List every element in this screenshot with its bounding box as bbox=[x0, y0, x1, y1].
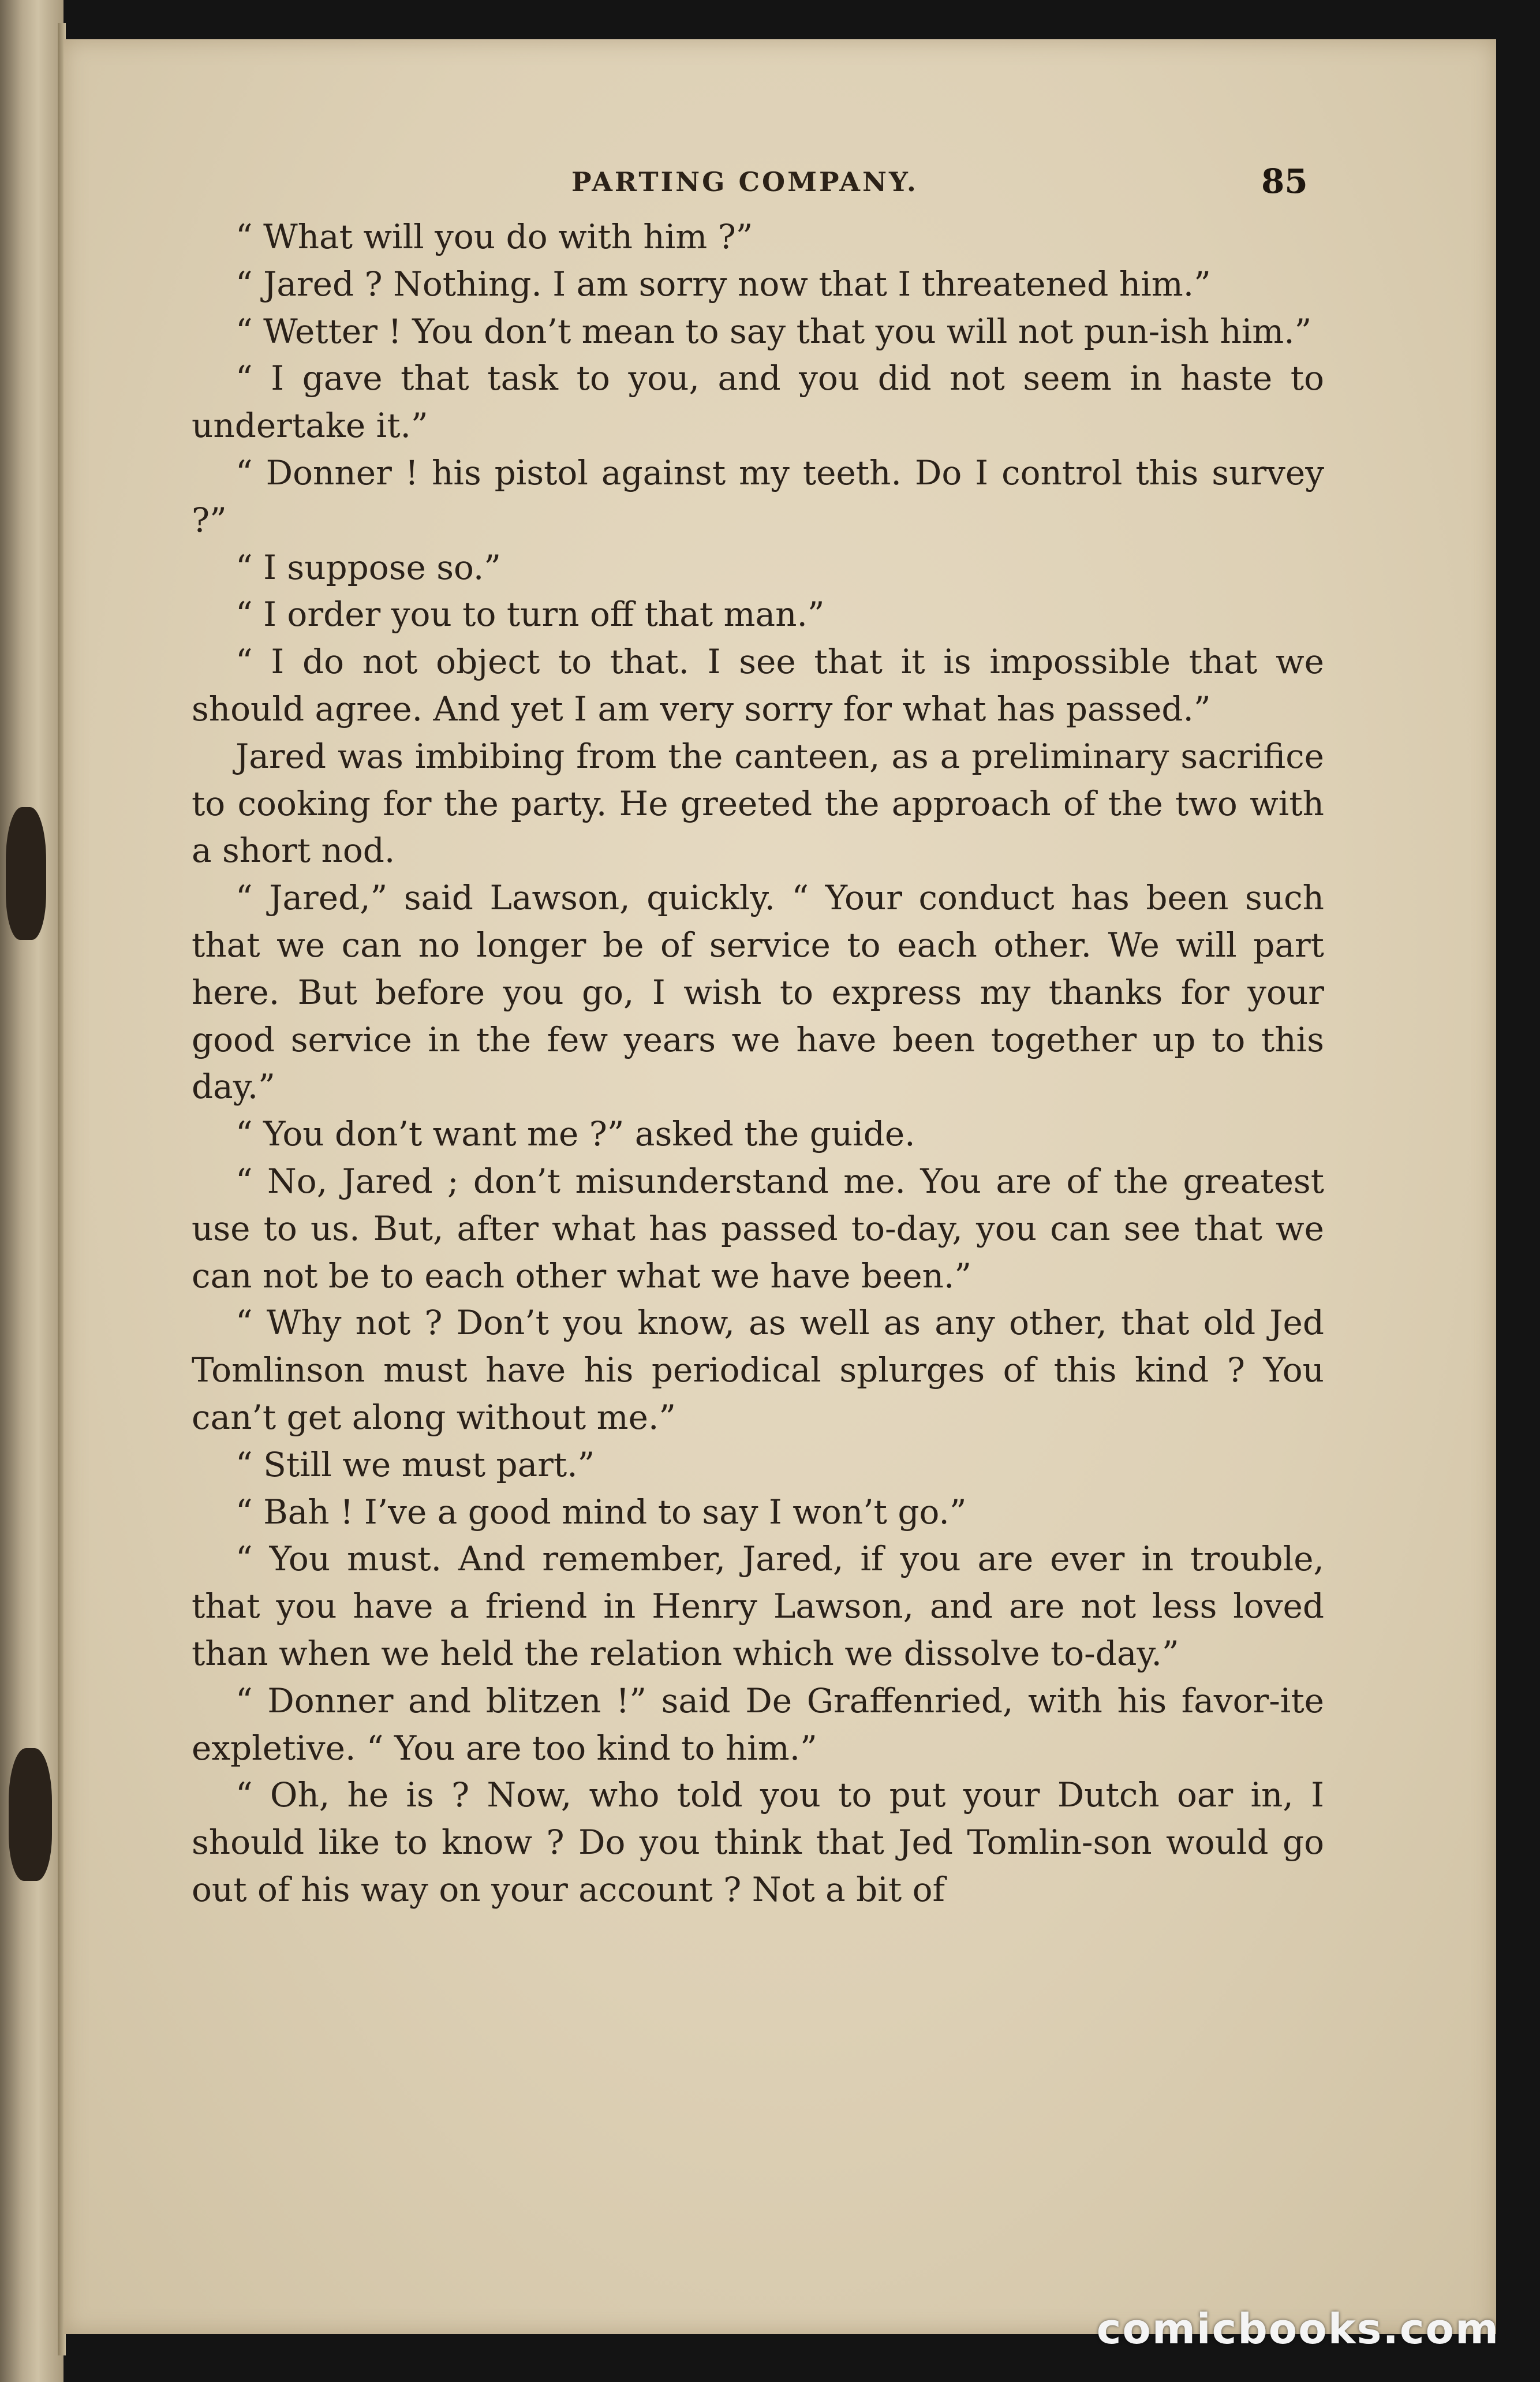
paragraph: “ Why not ? Don’t you know, as well as any other, that old Jed Tomlinson must have his periodical splurges of this kind ? You can’t get along without me.” bbox=[192, 1303, 1324, 1437]
paragraph: “ I order you to turn off that man.” bbox=[236, 595, 825, 634]
paragraph: “ I gave that task to you, and you did not seem in haste to undertake it.” bbox=[192, 359, 1324, 446]
paragraph: “ I suppose so.” bbox=[236, 547, 502, 587]
paragraph: “ Bah ! I’ve a good mind to say I won’t go.” bbox=[236, 1492, 967, 1532]
paragraph: “ Still we must part.” bbox=[236, 1444, 595, 1484]
paragraph: Jared was imbibing from the canteen, as a preliminary sacrifice to cooking for the party. He greeted the approach of the two with a short nod. bbox=[192, 736, 1324, 871]
book-page bbox=[63, 39, 1496, 2334]
paragraph: “ You must. And remember, Jared, if you are ever in trouble, that you have a friend in Henry Lawson, and are not less loved than when we held the relation which we dissolve to-day.” bbox=[192, 1539, 1324, 1673]
paragraph: “ Donner ! his pistol against my teeth. Do I control this survey ?” bbox=[192, 453, 1324, 540]
running-head: PARTING COMPANY. bbox=[571, 166, 918, 197]
paragraph: “ No, Jared ; don’t misunderstand me. You are of the greatest use to us. But, after what has passed to-day, you can see that we can not be to each other what we have been.” bbox=[192, 1161, 1324, 1295]
paragraph: “ You don’t want me ?” asked the guide. bbox=[236, 1114, 915, 1154]
paragraph: “ Jared ? Nothing. I am sorry now that I threatened him.” bbox=[236, 264, 1211, 304]
paragraph: “ What will you do with him ?” bbox=[236, 217, 753, 256]
paragraph: “ Wetter ! You don’t mean to say that you will not pun-ish him.” bbox=[236, 311, 1312, 351]
paragraph: “ Donner and blitzen !” said De Graffenried, with his favor-ite expletive. “ You are too kind to him.” bbox=[192, 1681, 1324, 1768]
page-number: 85 bbox=[1261, 162, 1308, 201]
binding-stitch-bottom bbox=[9, 1748, 52, 1881]
body-text bbox=[192, 214, 1324, 1914]
watermark-logo: comicbooks.com bbox=[1096, 2305, 1500, 2353]
page-header bbox=[63, 132, 1496, 201]
paragraph: “ Jared,” said Lawson, quickly. “ Your conduct has been such that we can no longer be of service to each other. We will part here. But before you go, I wish to express my thanks for your good service in the few years we have been together up to this day.” bbox=[192, 878, 1324, 1107]
book-spine bbox=[0, 0, 63, 2382]
binding-stitch-top bbox=[6, 807, 46, 940]
paragraph: “ I do not object to that. I see that it is impossible that we should agree. And yet I am very sorry for what has passed.” bbox=[192, 642, 1324, 729]
paragraph: “ Oh, he is ? Now, who told you to put your Dutch oar in, I should like to know ? Do you think that Jed Tomlin-son would go out of his way on your account ? Not a bit of bbox=[192, 1775, 1324, 1909]
